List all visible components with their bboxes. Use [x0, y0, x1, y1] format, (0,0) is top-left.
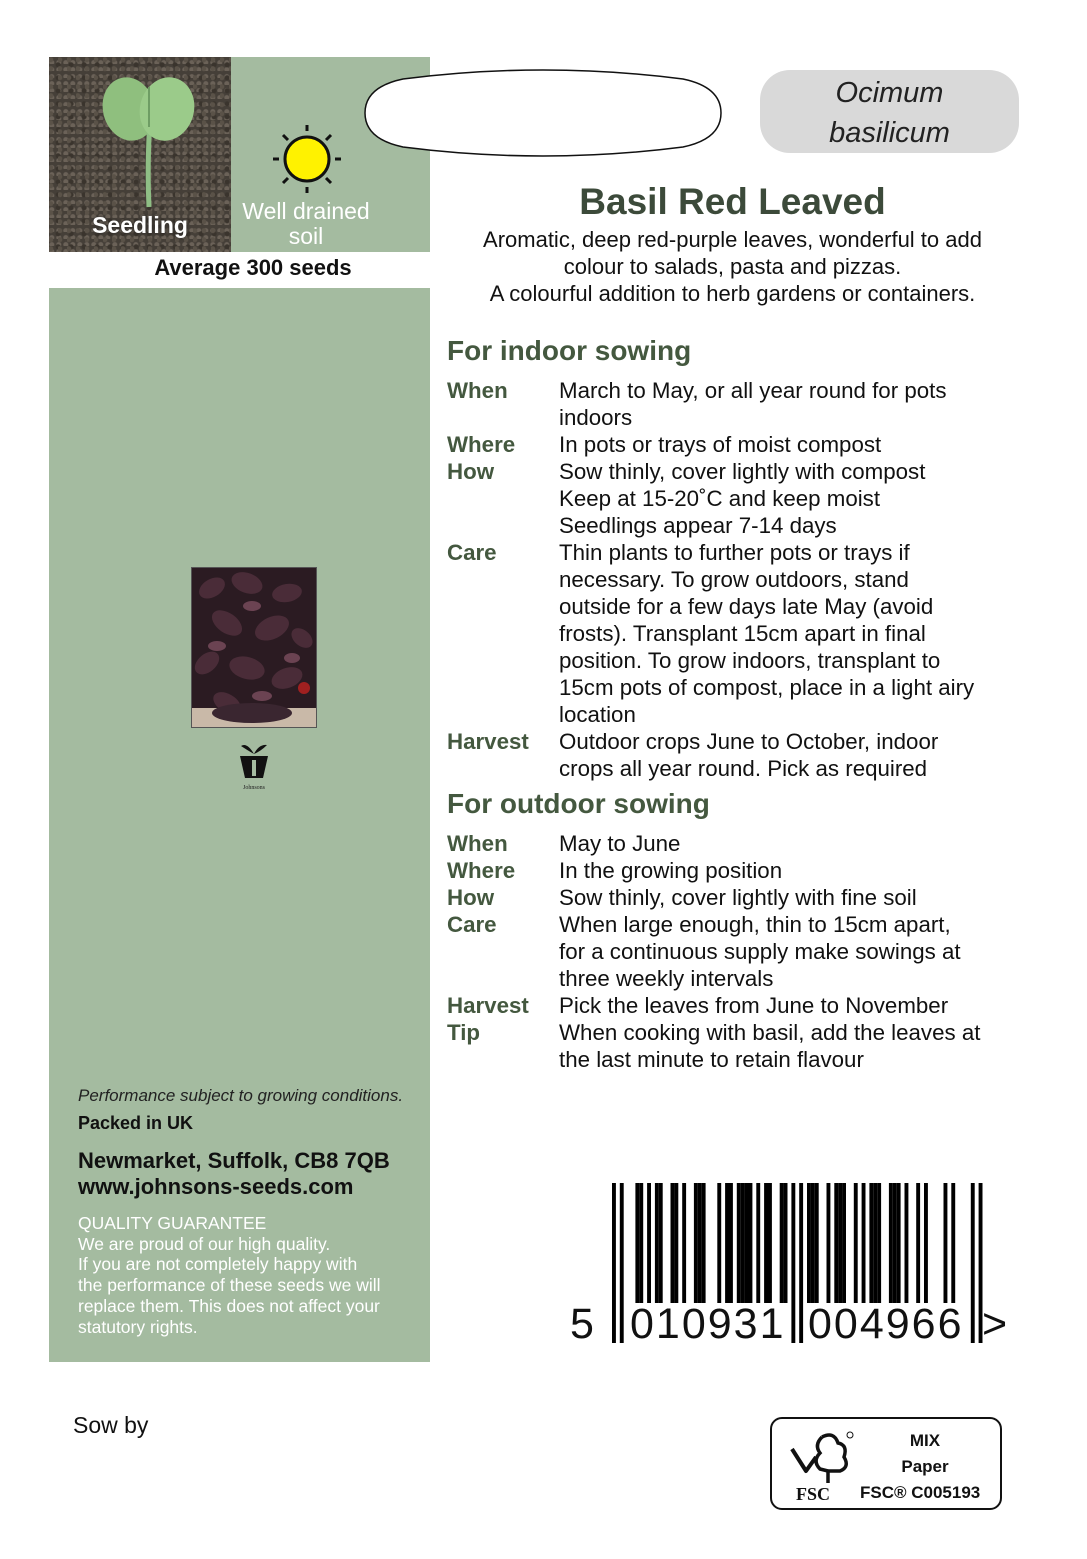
row-line: the last minute to retain flavour: [559, 1047, 864, 1072]
indoor-row-how: [447, 458, 1037, 539]
row-line: for a continuous supply make sowings at: [559, 939, 961, 964]
row-line: Keep at 15-20˚C and keep moist: [559, 486, 881, 511]
row-label: Where: [447, 432, 516, 457]
barcode-bar: [807, 1183, 811, 1303]
outdoor-row-tip: [447, 1019, 1037, 1073]
barcode-bar: [780, 1183, 784, 1303]
row-line: Sow thinly, cover lightly with fine soil: [559, 885, 917, 910]
guarantee-line: If you are not completely happy with: [78, 1254, 358, 1275]
description-line: Aromatic, deep red-purple leaves, wonderful to add: [483, 227, 982, 252]
barcode-bar: [951, 1183, 955, 1303]
latin-name-species: basilicum: [829, 117, 950, 149]
row-label: Care: [447, 912, 497, 937]
address-block: [78, 1148, 390, 1200]
performance-note: Performance subject to growing conditions.: [78, 1086, 404, 1105]
barcode-bar: [834, 1183, 838, 1303]
barcode-bar: [682, 1183, 686, 1303]
latin-name-box: [760, 70, 1019, 153]
row-text: [559, 377, 1037, 431]
seed-count: Average 300 seeds: [154, 255, 352, 280]
barcode-bar: [893, 1183, 897, 1303]
barcode-digit-first: 5: [570, 1300, 594, 1348]
barcode-bar: [741, 1183, 745, 1303]
row-label: Where: [447, 858, 516, 883]
description-line: colour to salads, pasta and pizzas.: [563, 254, 902, 279]
barcode-bar: [889, 1183, 893, 1303]
barcode-bar: [768, 1183, 772, 1303]
quality-guarantee: [78, 1213, 423, 1337]
barcode-bar: [971, 1183, 975, 1343]
row-line: three weekly intervals: [559, 966, 774, 991]
barcode-bar: [791, 1183, 795, 1343]
barcode-bar: [924, 1183, 928, 1303]
barcode-bar: [725, 1183, 729, 1303]
indoor-row-harvest: [447, 728, 1037, 782]
barcode-bar: [635, 1183, 639, 1303]
row-line: March to May, or all year round for pots: [559, 378, 947, 403]
outdoor-row-how: [447, 884, 1037, 911]
row-line: May to June: [559, 831, 681, 856]
barcode-bar: [799, 1183, 803, 1343]
row-line: When cooking with basil, add the leaves at: [559, 1020, 981, 1045]
row-text: [559, 458, 1037, 539]
row-label: Tip: [447, 1020, 481, 1045]
row-text: [559, 431, 1037, 458]
outdoor-row-when: [447, 830, 1037, 857]
row-line: Pick the leaves from June to November: [559, 993, 949, 1018]
row-line: indoors: [559, 405, 633, 430]
fsc-code: FSC® C005193: [860, 1483, 981, 1502]
row-text: [559, 992, 1037, 1019]
row-label: Harvest: [447, 993, 529, 1018]
barcode-bar: [842, 1183, 846, 1303]
product-description: [440, 226, 1025, 307]
seed-count-bar: [49, 252, 430, 288]
row-line: In pots or trays of moist compost: [559, 432, 882, 457]
barcode-bar: [717, 1183, 721, 1303]
indoor-row-care: [447, 539, 1037, 728]
barcode-bar: [749, 1183, 753, 1303]
barcode-bar: [659, 1183, 663, 1303]
fsc-mark: FSC: [796, 1484, 831, 1504]
row-line: When large enough, thin to 15cm apart,: [559, 912, 951, 937]
sow-by-label: Sow by: [73, 1412, 149, 1438]
barcode-bar: [877, 1183, 881, 1303]
barcode-bar: [869, 1183, 873, 1303]
website: www.johnsons-seeds.com: [78, 1174, 354, 1199]
barcode-bar: [671, 1183, 675, 1303]
row-label: How: [447, 885, 495, 910]
barcode-bar: [745, 1183, 749, 1303]
barcode-bar: [639, 1183, 643, 1303]
barcode-bar: [729, 1183, 733, 1303]
barcode-bar: [811, 1183, 815, 1303]
guarantee-line: statutory rights.: [78, 1316, 198, 1337]
barcode-bar: [698, 1183, 702, 1303]
name-label-oval: [363, 67, 723, 160]
row-line: outside for a few days late May (avoid: [559, 594, 934, 619]
johnsons-logo: [237, 742, 271, 791]
barcode-bar: [647, 1183, 651, 1303]
row-line: Thin plants to further pots or trays if: [559, 540, 910, 565]
fsc-paper: Paper: [901, 1457, 949, 1476]
indoor-sowing-heading: For indoor sowing: [447, 335, 692, 366]
barcode-digits-left: 010931: [630, 1300, 786, 1348]
row-text: [559, 911, 1037, 992]
barcode-bar: [784, 1183, 788, 1303]
barcode-bar: [827, 1183, 831, 1303]
guarantee-line: replace them. This does not affect your: [78, 1295, 380, 1316]
barcode-bar: [655, 1183, 659, 1303]
row-line: frosts). Transplant 15cm apart in final: [559, 621, 926, 646]
seed-packet-icon: [237, 742, 271, 780]
row-line: position. To grow indoors, transplant to: [559, 648, 941, 673]
barcode-bar: [944, 1183, 948, 1303]
outdoor-row-where: [447, 857, 1037, 884]
packed-in: Packed in UK: [78, 1113, 194, 1133]
row-line: In the growing position: [559, 858, 783, 883]
barcode-bar: [764, 1183, 768, 1303]
product-title: Basil Red Leaved: [579, 181, 886, 222]
red-basil-photo: [191, 567, 317, 728]
barcode-bar: [702, 1183, 706, 1303]
guarantee-title: QUALITY GUARANTEE: [78, 1213, 267, 1233]
barcode-bar: [674, 1183, 678, 1303]
indoor-row-when: [447, 377, 1037, 431]
barcode-bar: [737, 1183, 741, 1303]
barcode-digits-right: 004966: [808, 1300, 964, 1348]
barcode-bar: [854, 1183, 858, 1303]
barcode-bar: [694, 1183, 698, 1303]
barcode-bar: [862, 1183, 866, 1303]
barcode-bar: [916, 1183, 920, 1303]
row-line: Outdoor crops June to October, indoor: [559, 729, 939, 754]
logo-text: Johnsons: [242, 785, 265, 791]
indoor-row-where: [447, 431, 1037, 458]
row-line: Seedlings appear 7-14 days: [559, 513, 837, 538]
outdoor-sowing-table: [447, 830, 1037, 1073]
latin-name-genus: Ocimum: [835, 77, 944, 109]
fsc-tree-icon: [786, 1427, 856, 1485]
row-text: [559, 884, 1037, 911]
seedling-label: Seedling: [92, 212, 188, 238]
row-line: crops all year round. Pick as required: [559, 756, 928, 781]
barcode-bar: [873, 1183, 877, 1303]
outdoor-row-care: [447, 911, 1037, 992]
barcode-arrow: >: [982, 1300, 1008, 1348]
outdoor-row-harvest: [447, 992, 1037, 1019]
row-text: [559, 539, 1037, 728]
guarantee-line: We are proud of our high quality.: [78, 1233, 331, 1254]
row-label: Harvest: [447, 729, 529, 754]
guarantee-line: the performance of these seeds we will: [78, 1275, 381, 1296]
info-panel: [49, 57, 430, 1362]
row-text: [559, 1019, 1037, 1073]
outdoor-sowing-heading: For outdoor sowing: [447, 788, 710, 819]
fsc-certification: [770, 1417, 1002, 1510]
barcode-bar: [756, 1183, 760, 1303]
barcode-bar: [838, 1183, 842, 1303]
barcode-bar: [905, 1183, 909, 1303]
barcode-bar: [815, 1183, 819, 1303]
row-line: Sow thinly, cover lightly with compost: [559, 459, 926, 484]
description-line: A colourful addition to herb gardens or containers.: [489, 281, 976, 306]
row-label: How: [447, 459, 495, 484]
row-text: [559, 830, 1037, 857]
row-label: Care: [447, 540, 497, 565]
row-line: necessary. To grow outdoors, stand: [559, 567, 909, 592]
indoor-sowing-table: [447, 377, 1037, 782]
fsc-mix: MIX: [909, 1431, 941, 1450]
row-line: 15cm pots of compost, place in a light airy: [559, 675, 975, 700]
row-text: [559, 728, 1037, 782]
soil-label: Well drained soil: [242, 198, 370, 249]
row-text: [559, 857, 1037, 884]
row-line: location: [559, 702, 636, 727]
barcode-bar: [897, 1183, 901, 1303]
row-label: When: [447, 831, 508, 856]
barcode-bar: [620, 1183, 624, 1343]
address-line: Newmarket, Suffolk, CB8 7QB: [78, 1148, 390, 1173]
barcode-bar: [612, 1183, 616, 1343]
row-label: When: [447, 378, 508, 403]
